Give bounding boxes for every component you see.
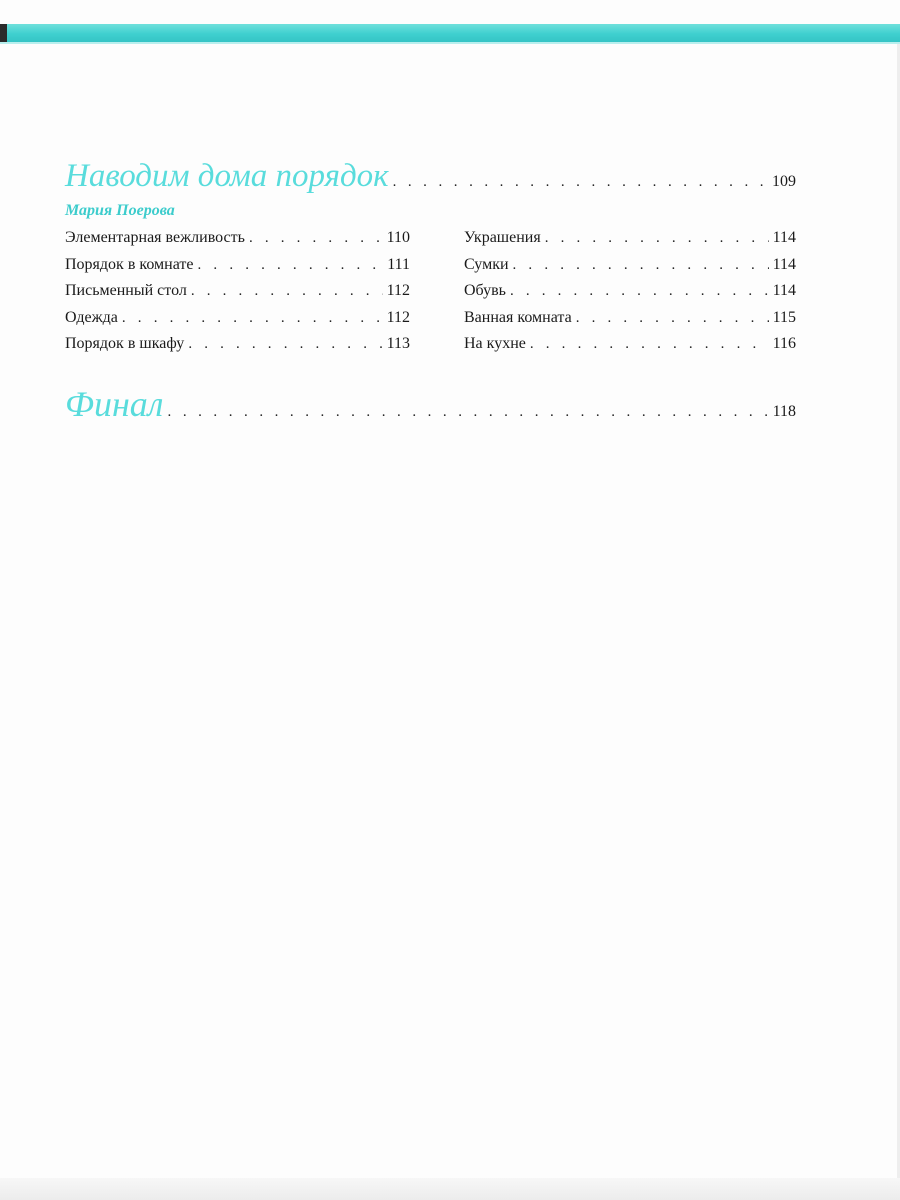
toc-entry[interactable] — [464, 229, 796, 256]
entry-page-number: 114 — [772, 255, 796, 273]
entry-label: Сумки — [464, 255, 509, 273]
section-heading-row[interactable] — [65, 383, 796, 425]
entry-page-number: 114 — [772, 282, 796, 299]
entries-right-column — [464, 229, 796, 362]
section-author: Мария Поерова — [65, 202, 175, 219]
entry-label: Порядок в шкафу — [65, 335, 185, 352]
entries-left-column — [65, 229, 410, 362]
toc-entry[interactable] — [65, 229, 410, 256]
dot-leader — [198, 257, 384, 274]
entry-label: Украшения — [464, 229, 541, 246]
section-title[interactable]: Наводим дома порядок — [65, 158, 389, 194]
entry-page-number: 112 — [386, 308, 410, 326]
entry-label: Элементарная вежливость — [65, 229, 245, 246]
dot-leader — [510, 283, 769, 300]
entry-page-number: 111 — [387, 255, 410, 273]
dot-leader — [513, 257, 769, 274]
section-page-number: 109 — [772, 173, 796, 190]
section-heading-row[interactable] — [65, 158, 796, 195]
entry-page-number: 112 — [386, 282, 410, 299]
toc-entry[interactable] — [65, 309, 410, 336]
entry-page-number: 113 — [386, 335, 410, 352]
band-edge — [0, 42, 900, 44]
entry-page-number: 114 — [772, 229, 796, 246]
page-bottom-edge — [0, 1178, 900, 1200]
dot-leader — [576, 310, 769, 327]
entry-label: Письменный стол — [65, 282, 187, 299]
entry-label: Одежда — [65, 308, 118, 326]
toc-entry[interactable] — [65, 256, 410, 283]
entry-label: Ванная комната — [464, 308, 572, 326]
entry-page-number: 115 — [772, 308, 796, 326]
dot-leader — [249, 230, 383, 247]
dot-leader — [545, 230, 769, 247]
dot-leader — [168, 404, 769, 421]
toc-entry[interactable] — [65, 282, 410, 309]
dot-leader — [188, 336, 382, 353]
dot-leader — [122, 310, 383, 327]
toc-entry[interactable] — [464, 256, 796, 283]
dot-leader — [530, 336, 769, 353]
toc-entry[interactable] — [464, 282, 796, 309]
toc-entry[interactable] — [65, 335, 410, 362]
section-page-number: 118 — [772, 403, 796, 420]
dot-leader — [393, 174, 768, 191]
toc-entry[interactable] — [464, 309, 796, 336]
entry-label: На кухне — [464, 335, 526, 352]
section-title[interactable]: Финал — [65, 384, 164, 424]
entry-label: Порядок в комнате — [65, 255, 194, 273]
entry-page-number: 116 — [772, 335, 796, 352]
dot-leader — [191, 283, 383, 300]
entry-page-number: 110 — [386, 229, 410, 246]
band-corner-mark — [0, 24, 7, 42]
top-color-band — [0, 24, 900, 42]
toc-entry[interactable] — [464, 335, 796, 362]
entry-label: Обувь — [464, 282, 506, 299]
